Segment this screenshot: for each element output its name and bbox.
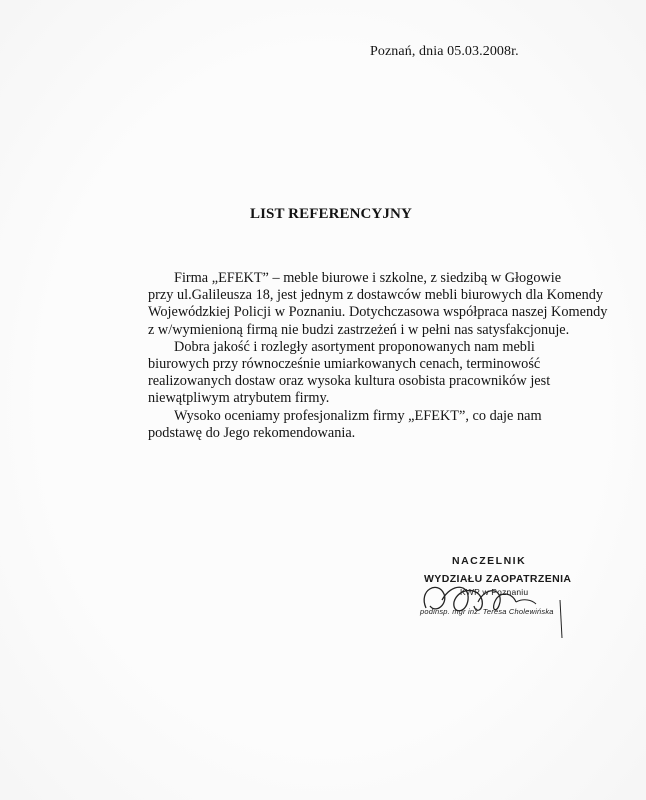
body-line: Wojewódzkiej Policji w Poznaniu. Dotychczasowa współpraca naszej Komendy bbox=[148, 304, 608, 321]
body-line: przy ul.Galileusza 18, jest jednym z dostawców mebli biurowych dla Komendy bbox=[148, 287, 604, 304]
body-line: niewątpliwym atrybutem firmy. bbox=[148, 390, 330, 407]
body-line: Dobra jakość i rozległy asortyment proponowanych nam mebli bbox=[174, 338, 535, 355]
official-stamp bbox=[420, 555, 590, 640]
body-line: podstawę do Jego rekomendowania. bbox=[148, 424, 356, 441]
body-line: realizowanych dostaw oraz wysoka kultura osobista pracowników jest bbox=[148, 373, 551, 390]
stamp-department: WYDZIAŁU ZAOPATRZENIA bbox=[424, 573, 572, 585]
letter-body bbox=[148, 270, 610, 442]
body-line: Wysoko oceniamy profesjonalizm firmy „EFEKT”, co daje nam bbox=[174, 407, 542, 424]
stamp-unit: KWP w Poznaniu bbox=[460, 587, 529, 597]
stamp-position: NACZELNIK bbox=[452, 555, 527, 567]
body-line: z w/wymienioną firmą nie budzi zastrzeżeń i w pełni nas satysfakcjonuje. bbox=[148, 321, 570, 338]
date-line: Poznań, dnia 05.03.2008r. bbox=[370, 44, 519, 59]
body-line: Firma „EFEKT” – meble biurowe i szkolne, z siedzibą w Głogowie bbox=[174, 270, 562, 286]
body-line: biurowych przy równocześnie umiarkowanych cenach, terminowość bbox=[148, 355, 541, 372]
stamp-name: podinsp. mgr inż. Teresa Cholewińska bbox=[420, 607, 554, 616]
document-title: LIST REFERENCYJNY bbox=[250, 206, 412, 222]
